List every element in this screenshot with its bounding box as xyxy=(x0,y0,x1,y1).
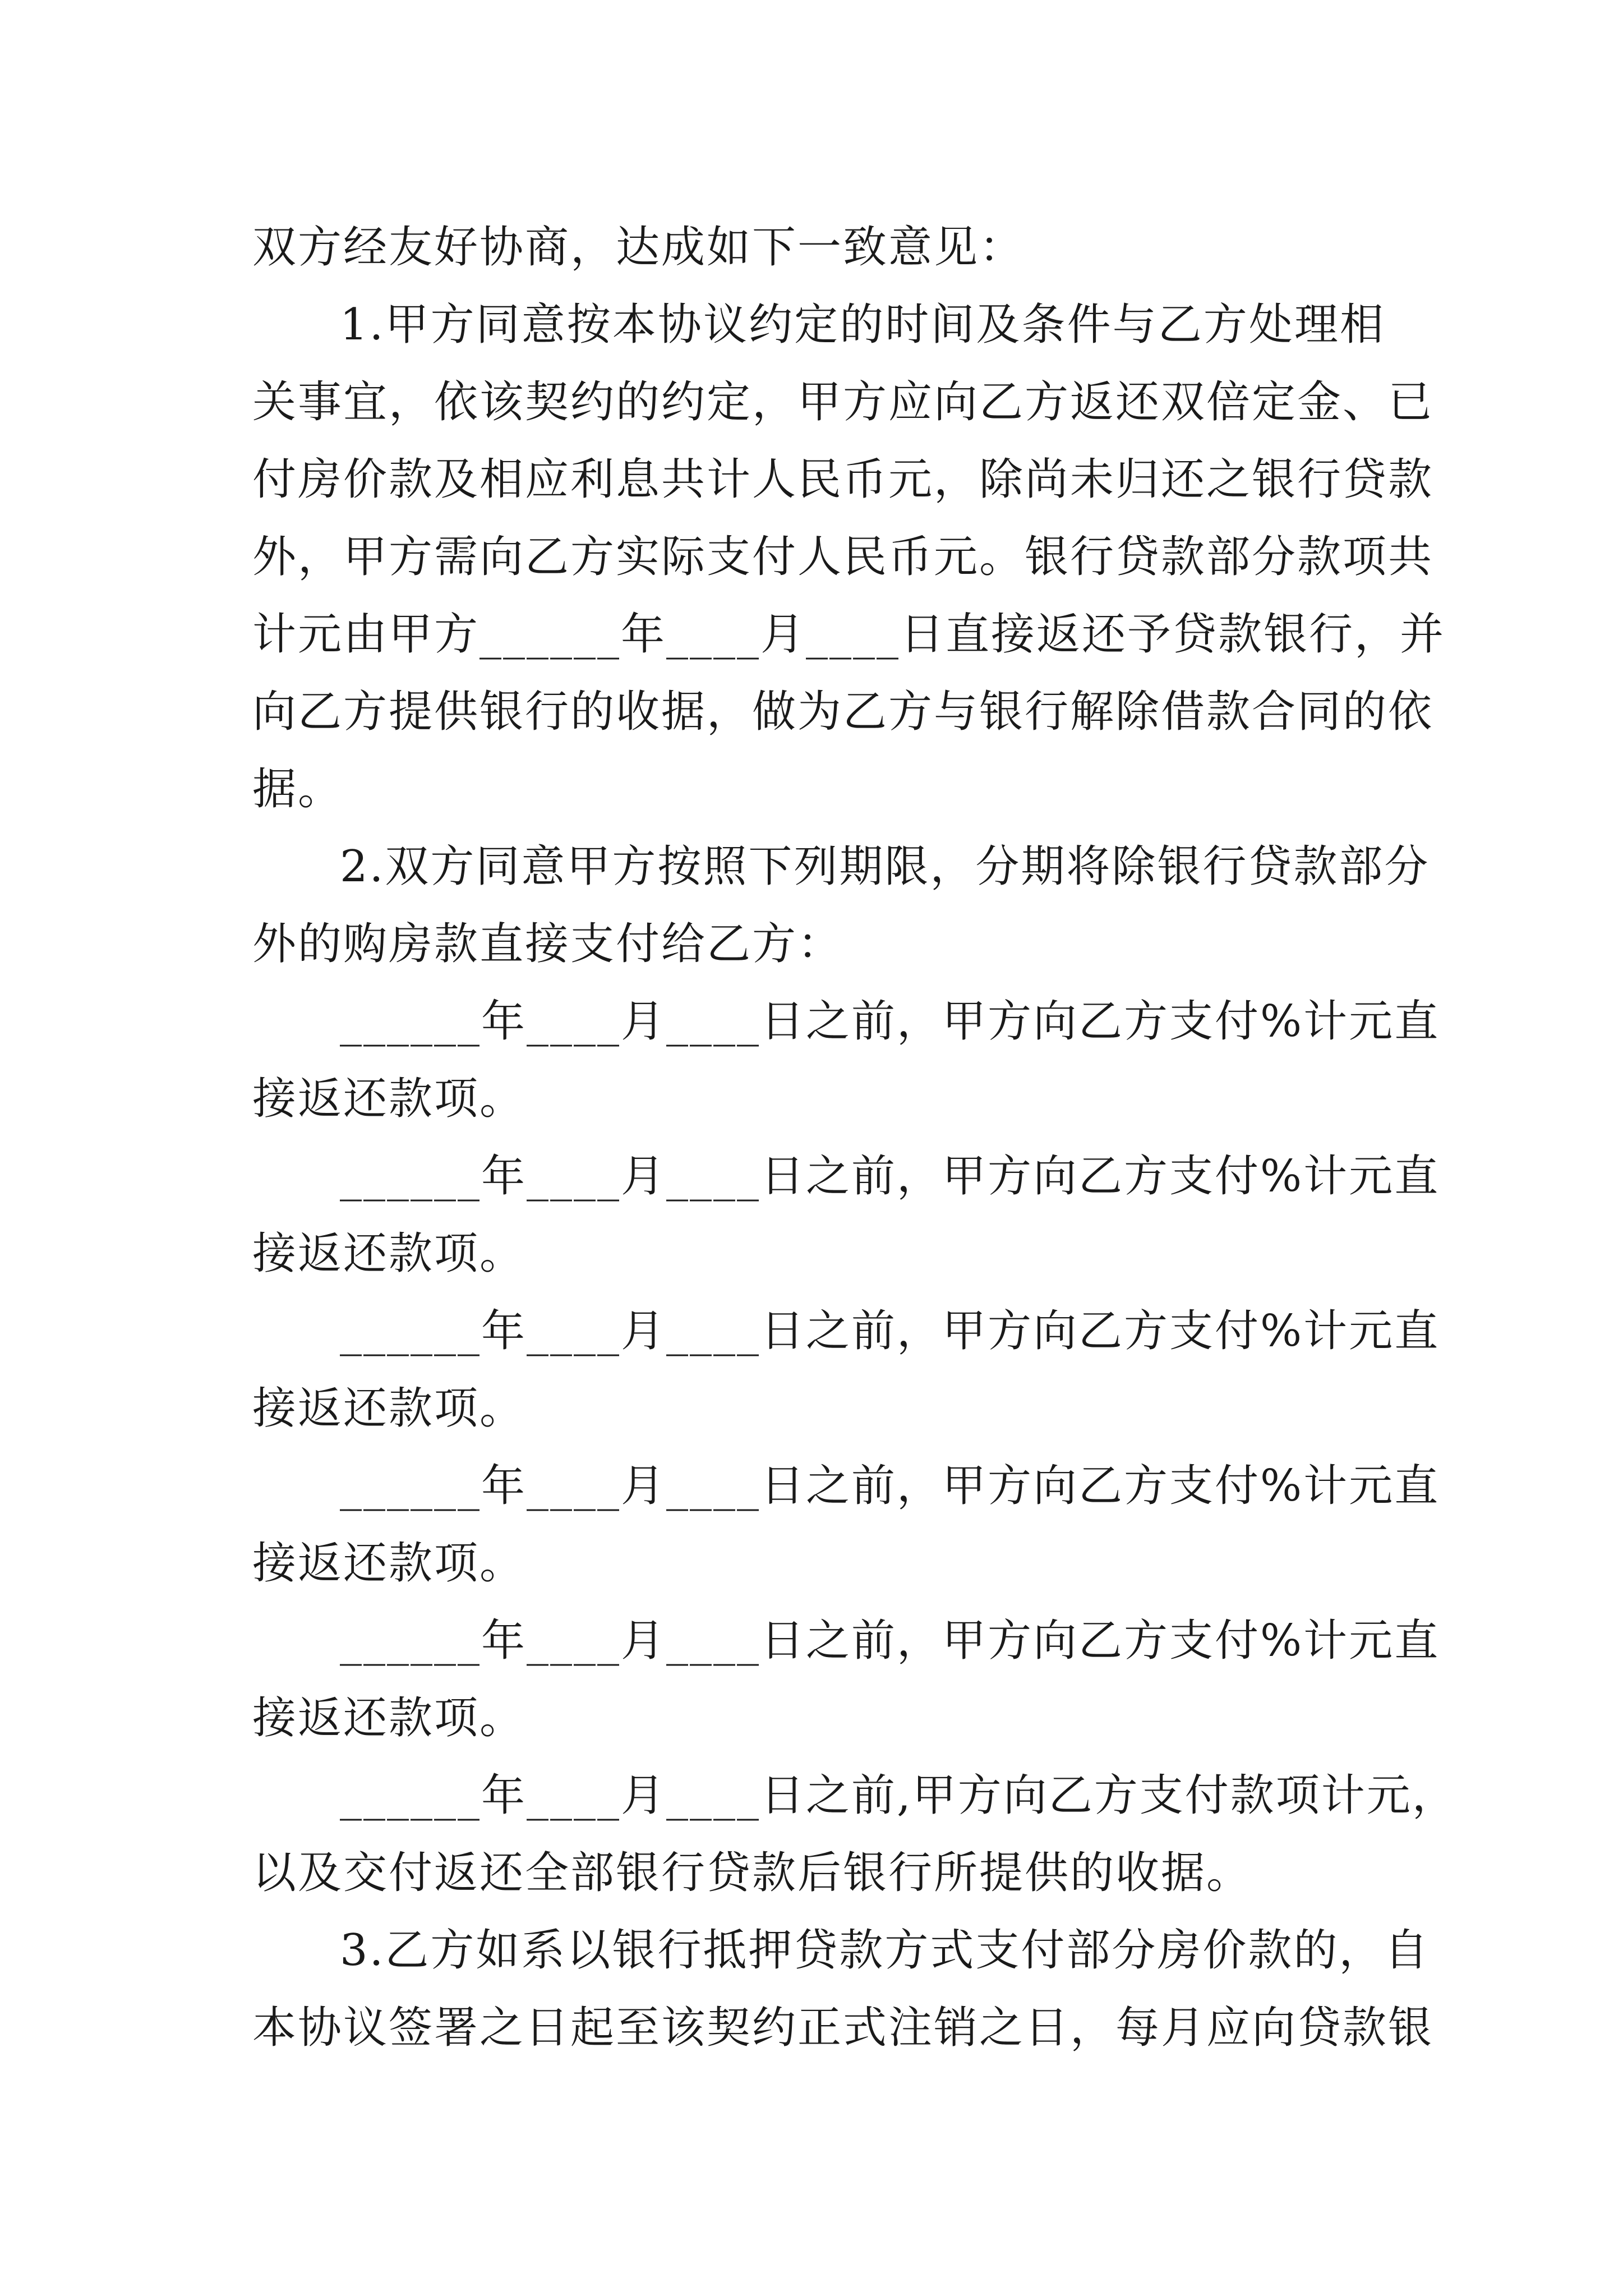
text-line: 2.双方同意甲方按照下列期限，分期将除银行贷款部分 xyxy=(340,841,1430,892)
text-line: 接返还款项。 xyxy=(252,1538,525,1589)
document-page xyxy=(252,209,1458,2067)
text-line: 双方经友好协商，达成如下一致意见： xyxy=(252,222,1025,273)
text-line: ______年____月____日之前，甲方向乙方支付%计元直 xyxy=(340,1616,1440,1666)
text-line: 接返还款项。 xyxy=(252,1693,525,1743)
text-line: 向乙方提供银行的收据，做为乙方与银行解除借款合同的依 xyxy=(252,687,1434,737)
text-line: 3.乙方如系以银行抵押贷款方式支付部分房价款的，自 xyxy=(340,1925,1430,1976)
text-line: 据。 xyxy=(252,764,344,815)
text-line: ______年____月____日之前，甲方向乙方支付%计元直 xyxy=(340,1461,1440,1511)
text-line: 计元由甲方______年____月____日直接返还予贷款银行，并 xyxy=(252,609,1446,660)
text-line: ______年____月____日之前，甲方向乙方支付%计元直 xyxy=(340,1306,1440,1356)
text-line: ______年____月____日之前，甲方向乙方支付%计元直 xyxy=(340,996,1440,1047)
text-line: ______年____月____日之前，甲方向乙方支付%计元直 xyxy=(340,1151,1440,1202)
text-line: ______年____月____日之前,甲方向乙方支付款项计元， xyxy=(340,1770,1458,1821)
text-line: 接返还款项。 xyxy=(252,1383,525,1434)
text-line: 1.甲方同意按本协议约定的时间及条件与乙方处理相 xyxy=(340,300,1385,350)
text-line: 外的购房款直接支付给乙方： xyxy=(252,919,843,969)
text-line: 接返还款项。 xyxy=(252,1228,525,1279)
text-line: 本协议签署之日起至该契约正式注销之日，每月应向贷款银 xyxy=(252,2003,1434,2053)
text-line: 关事宜，依该契约的约定，甲方应向乙方返还双倍定金、已 xyxy=(252,377,1434,427)
text-line: 接返还款项。 xyxy=(252,1074,525,1124)
text-line: 外，甲方需向乙方实际支付人民币元。银行贷款部分款项共 xyxy=(252,532,1434,582)
document-body xyxy=(252,209,1458,2067)
text-line: 以及交付返还全部银行贷款后银行所提供的收据。 xyxy=(252,1848,1252,1898)
text-line: 付房价款及相应利息共计人民币元，除尚未归还之银行贷款 xyxy=(252,454,1434,505)
